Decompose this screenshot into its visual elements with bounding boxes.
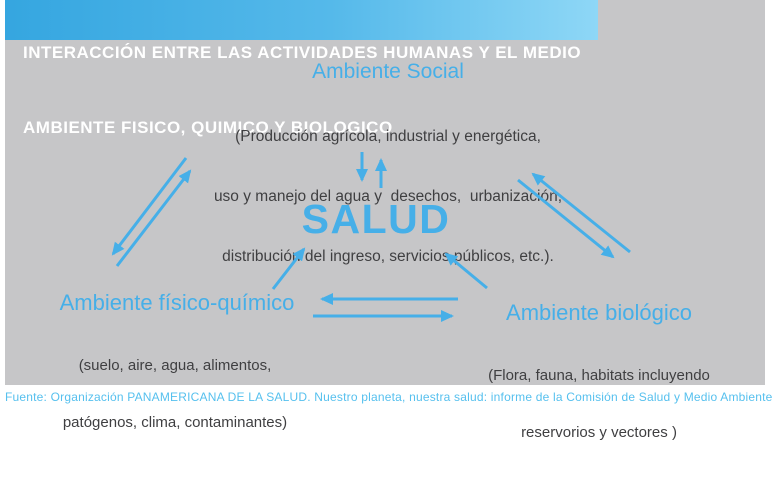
- social-desc-line-3: distribución del ingreso, servicios públicos, etc.).: [222, 248, 554, 265]
- node-biologico-desc: [449, 328, 749, 480]
- biologico-desc-line-2: reservorios y vectores ): [521, 424, 677, 441]
- social-desc-line-2: uso y manejo del agua y desechos, urbanización,: [213, 188, 563, 205]
- node-ambiente-social-label: Ambiente Social: [312, 60, 464, 83]
- center-salud-label: SALUD: [301, 196, 451, 242]
- node-fisico-quimico-label: Ambiente físico-químico: [59, 290, 295, 315]
- title-line-1: INTERACCIÓN ENTRE LAS ACTIVIDADES HUMANAS Y EL MEDIO: [23, 43, 582, 62]
- biologico-desc-line-1: (Flora, fauna, habitats incluyendo: [488, 367, 710, 384]
- fisico-desc-line-1: (suelo, aire, agua, alimentos,: [78, 357, 272, 374]
- source-note: Fuente: Organización PANAMERICANA DE LA SALUD. Nuestro planeta, nuestra salud: informe de la Comisión de Salud y Medio Ambiente: [5, 390, 773, 404]
- fisico-desc-line-2: patógenos, clima, contaminantes): [62, 414, 288, 431]
- node-biologico-label: Ambiente biológico: [506, 300, 692, 325]
- social-desc-line-1: (Producción agrícola, industrial y energética,: [235, 128, 541, 145]
- title-line-2: AMBIENTE FISICO, QUIMICO Y BIOLOGICO: [23, 118, 393, 137]
